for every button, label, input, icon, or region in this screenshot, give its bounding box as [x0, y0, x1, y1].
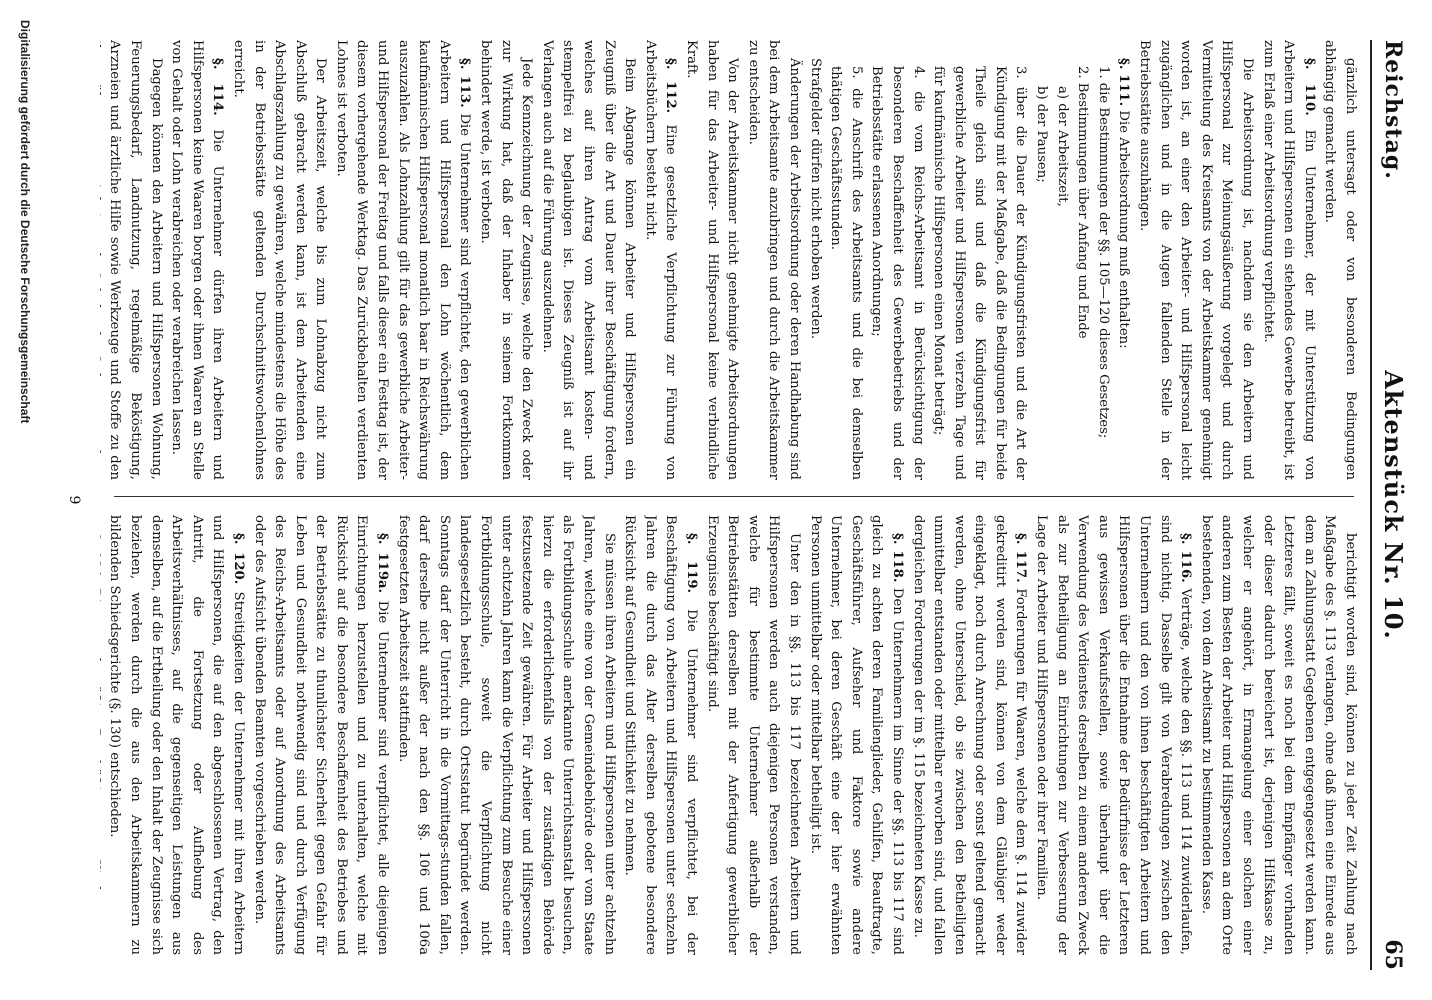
section-paragraph [619, 515, 701, 955]
paragraph [928, 40, 1031, 480]
paragraph-text: Die Arbeitsordnung ist, nachdem sie den Arbeitern und Hilfspersonal zur Meinungsäußerung vorgelegt und durch Vermittelung des Kreisamts von der Arbeitskammer genehmigt worden ist, an einer den Arbeiter- und Hilfspersonal leicht zugänglichen und in die Augen fallenden Stelle in der Betriebsstätte auszuhängen. [1137, 40, 1256, 480]
paragraph-text: Eine gesetzliche Verpflichtung zur Führung von Arbeitsbüchern besteht nicht. [642, 40, 679, 480]
paragraph-text: Die Arbeitsordnung muß enthalten: [1116, 110, 1132, 349]
section-paragraph [166, 40, 228, 480]
digitization-credit: Digitalisierung gefördert durch die Deutsche Forschungsgemeinschaft [18, 20, 32, 424]
paragraph [742, 40, 804, 480]
section-paragraph [100, 515, 104, 955]
section-number: §. 118. [889, 533, 905, 583]
page-header [1370, 40, 1412, 970]
paragraph [1051, 40, 1072, 480]
paragraph-text: Von der Arbeitskammer nicht genehmigte Arbeitsordnungen haben für das Arbeiter- und Hilfspersonal keine verbindliche Kraft. [684, 40, 741, 480]
paragraph [825, 40, 866, 480]
paragraph-text: Forderungen für Waaren, welche dem §. 114 zuwider gekreditirt worden sind, können von dem Gläubiger weder eingeklagt, noch durch Anrechnung oder sonst geltend gemacht werden, ohne Unterschied, ob sie zwischen den Betheiligten unmittelbar entstanden oder mittelbar erworben sind, und fallen dergleichen Forderungen der im §. 115 bezeichneten Kasse zu. [910, 515, 1029, 955]
paragraph-text: 2. Bestimmungen über Anfang und Ende [1075, 66, 1091, 339]
paragraph-text: Änderungen der Arbeitsordnung oder deren Handhabung sind bei dem Arbeitsamte anzubringen und durch die Arbeitskammer zu entscheiden. [745, 40, 802, 480]
paragraph-text: 1. die Bestimmungen der §§. 105—120 dieses Gesetzes; [1095, 66, 1111, 439]
paragraph [1319, 40, 1360, 480]
section-number: §. 110. [1301, 58, 1317, 116]
section-number: §. 112. [663, 58, 679, 114]
paragraph [100, 40, 166, 480]
paragraph-text: b) der Pausen; [1034, 86, 1050, 183]
paragraph [1031, 40, 1052, 480]
paragraph-text: Die Unternehmer sind verpflichtet, alle diejenigen Einrichtungen herzustellen und zu unterhalten, welche mit Rücksicht auf die besondere Beschaffenheit des Betriebes und der Betriebsstätte zu thunlichster Sicherheit gegen Gefahr für Leben und Gesundheit nothwendig sind und durch Verfügung des Reichs-Arbeitsamts oder auf Anordnung des Arbeitsamts oder des Aufsicht übenden Beamten vorgeschrieben werden. [251, 515, 391, 955]
section-paragraph [804, 515, 907, 955]
paragraph-text: Der Arbeitszeit, welche bis zum Lohnabzug nicht zum Abschluß gebracht werden kann, ist dem Arbeitenden eine Abschlagszahlung zu gewähren, welche mindestens die Höhe des in der Betriebsstätte geltenden Durchschnittswochenlohnes erreicht. [230, 40, 329, 480]
paragraph-text: Ein Unternehmer, der mit Unterstützung von Arbeitern und Hilfspersonen ein stehendes Gewerbe betreibt, ist zum Erlaß einer Arbeitsordnung verpflichtet. [1260, 40, 1317, 480]
header-document-number: Aktenstück Nr. 10. [1379, 370, 1408, 640]
header-title: Reichstag. [1380, 40, 1406, 180]
section-paragraph [1113, 40, 1134, 480]
paragraph-text: Sie müssen ihren Arbeitern und Hilfspersonen unter achtzehn Jahren, welche eine von der Gemeindebehörde oder vom Staate als Fortbildungsschule anerkannte Unterrichtsanstalt besuchen, hierzu die erforderlichenfalls von der zuständigen Behörde festzusetzende Zeit gewähren. Für Arbeiter und Hilfspersonen unter achtzehn Jahren kann die Verpflichtung zum Besuche einer Fortbildungsschule, soweit die Verpflichtung nicht landesgesetzlich besteht, durch Ortsstatut begründet werden. Sonntags darf der Unterricht in die Vormittags-stunden fallen, darf derselbe nicht außer der nach den §§. 106 und 106a festgesetzten Arbeitszeit stattfinden. [395, 515, 617, 955]
paragraph-text: Strafgelder dürfen nicht erhoben werden. [807, 58, 823, 340]
section-paragraph [104, 515, 248, 955]
section-number: §. 111. [1116, 58, 1132, 107]
paragraph [1195, 515, 1360, 955]
folio-number: 9 [66, 495, 82, 505]
paragraph [804, 40, 825, 480]
paragraph-text: Die Unternehmer dürfen ihren Arbeitern und Hilfspersonen keine Waaren borgen oder ihnen Waaren an Stelle von Gehalt oder Lohn verabreichen oder verabreichen lassen. [169, 40, 226, 480]
section-paragraph [1031, 515, 1196, 955]
paragraph-text: Beim Abgange können Arbeiter und Hilfspersonen ein Zeugniß über die Art und Dauer ihrer Beschäftigung fordern, welches auf ihren Antrag vom Arbeitsamt kosten- und stempelfrei zu beglaubigen ist. Dieses Zeugniß ist auf ihr Verlangen auch auf die Führung auszudehnen. [539, 40, 638, 480]
section-number: §. 119a. [375, 533, 391, 594]
section-number: §. 117. [1013, 533, 1029, 583]
paragraph-text: 4. die vom Reichs-Arbeitsamt in Berücksichtigung der besonderen Beschaffenheit des Gewerbebetriebs und der Betriebsstätte erlassenen Anordnungen; [869, 66, 926, 480]
section-paragraph [330, 40, 474, 480]
paragraph [1092, 40, 1113, 480]
paragraph [536, 40, 639, 480]
section-number: §. 119. [684, 533, 699, 594]
paragraph [680, 40, 742, 480]
paragraph-text: Die Unternehmer sind verpflichtet, bei der Beschäftigung von Arbeitern und Hilfspersonen unter sechzehn Jahren die durch das Alter derselben gebotene besondere Rücksicht auf Gesundheit und Sittlichkeit zu nehmen. [622, 515, 699, 955]
paragraph-text: berichtigt worden sind, können zu jeder Zeit Zahlung nach Maßgabe des §. 113 verlangen, ohne daß ihnen eine Einrede aus dem an Zahlungsstatt Gegebenen entgegengesetzt werden kann. Letzteres fällt, soweit es noch bei dem Empfänger vorhanden oder dieser dadurch bereichert ist, derjenigen Hilfskasse zu, welcher er angehört, in Ermangelung einer solchen einer anderen zum Besten der Arbeiter und Hilfspersonen an dem Orte bestehenden, von dem Arbeitsamt zu bestimmenden Kasse. [1198, 515, 1358, 955]
paragraph-text: Verträge, welche den §§. 113 und 114 zuwiderlaufen, sind nichtig. Dasselbe gilt von Verabredungen zwischen den Unternehmern und den von ihnen beschäftigten Arbeitern und Hilfspersonen über die Entnahme der Bedürfnisse der Letzteren aus gewissen Verkaufsstellen, sowie überhaupt über die Verwendung des Verdienstes derselben zu einem anderen Zweck als zur Betheiligung an Einrichtungen zur Verbesserung der Lage der Arbeiter und Hilfspersonen oder ihrer Familien. [1034, 515, 1194, 955]
paragraph-text: Unter den in §§. 113 bis 117 bezeichneten Arbeitern und Hilfspersonen werden auch diejenigen Personen verstanden, welche für bestimmte Unternehmer außerhalb der Betriebsstätten derselben mit der Anfertigung gewerblicher Erzeugnisse beschäftigt sind. [704, 515, 802, 955]
paragraph [474, 40, 536, 480]
header-page-number: 65 [1380, 939, 1406, 970]
section-number: §. 113. [457, 58, 473, 108]
section-number: §. 114. [210, 58, 226, 116]
section-number [100, 533, 102, 583]
paragraph [1072, 40, 1093, 480]
section-paragraph [639, 40, 680, 480]
paragraph [392, 515, 619, 955]
paragraph-text: 3. über die Dauer der Kündigungsfristen und die Art der Kündigung mit der Maßgabe, daß die Bedingungen für beide Theile gleich sind und daß die Kündigungsfrist für gewerbliche Arbeiter und Hilfspersonen vierzehn Tage und für kaufmännische Hilfspersonen einen Monat beträgt; [931, 66, 1029, 480]
section-paragraph [907, 515, 1031, 955]
paragraph-text: a) der Arbeitszeit, [1054, 86, 1070, 207]
section-number: §. 116. [1178, 533, 1194, 583]
paragraph-text: Die Unternehmer sind verpflichtet, den gewerblichen Arbeitern und Hilfspersonal den Lohn wöchentlich, dem kaufmännischen Hilfspersonal monatlich baar in Reichswährung auszuzahlen. Als Lohnzahlung gilt für das gewerbliche Arbeiter- und Hilfspersonal der Freitag und falls dieser ein Festtag ist, der diesem vorhergehende Werktag. Das Zurückbehalten verdienten Lohnes ist verboten. [333, 40, 473, 480]
paragraph-text: Jede Kennzeichnung der Zeugnisse, welche den Zweck oder zur Wirkung hat, daß der Inhaber in seinem Fortkommen behindert werde, ist verboten. [478, 40, 535, 480]
paragraph [701, 515, 804, 955]
paragraph [1133, 40, 1257, 480]
paragraph [866, 40, 928, 480]
paragraph-text: Dagegen können den Arbeitern und Hilfspersonen Wohnung, Feuerungsbedarf, Landnutzung, regelmäßige Beköstigung, Arzneien und ärztliche Hilfe sowie Werkzeuge und Stoffe zu den [107, 40, 164, 480]
paragraph-text: gänzlich untersagt oder von besonderen Bedingungen abhängig gemacht werden. [1322, 40, 1358, 480]
column-divider [114, 496, 1354, 497]
paragraph [227, 40, 330, 480]
section-paragraph [248, 515, 392, 955]
section-number: §. 120. [230, 533, 246, 585]
paragraph-text: Den Unternehmern im Sinne der §§. 113 bis 117 sind gleich zu achten deren Familienglieder, Gehilfen, Beauftragte, Geschäftsführer, Aufseher und Faktore sowie andere Unternehmer, bei deren Geschäft eine der hier erwähnten Personen unmittelbar oder mittelbar betheiligt ist. [807, 515, 905, 955]
paragraph-text: Streitigkeiten der Unternehmer mit ihren Arbeitern und Hilfspersonen, die auf den abgeschlossenen Vertrag, den Antritt, die Fortsetzung oder Aufhebung des Arbeitsverhältnisses, auf die gegenseitigen Leistungen aus demselben, auf die Ertheilung oder den Inhalt der Zeugnisse sich beziehen, werden durch die aus den Arbeitskammern zu bildenden Schiedsgerichte (§. 130) entschieden. [107, 515, 246, 955]
section-paragraph [1257, 40, 1319, 480]
left-text-column [100, 40, 1360, 480]
right-text-column [100, 515, 1360, 955]
paragraph-text: 5. die Anschrift des Arbeitsamts und die bei demselben thätigen Geschäftsstunden. [828, 66, 864, 480]
